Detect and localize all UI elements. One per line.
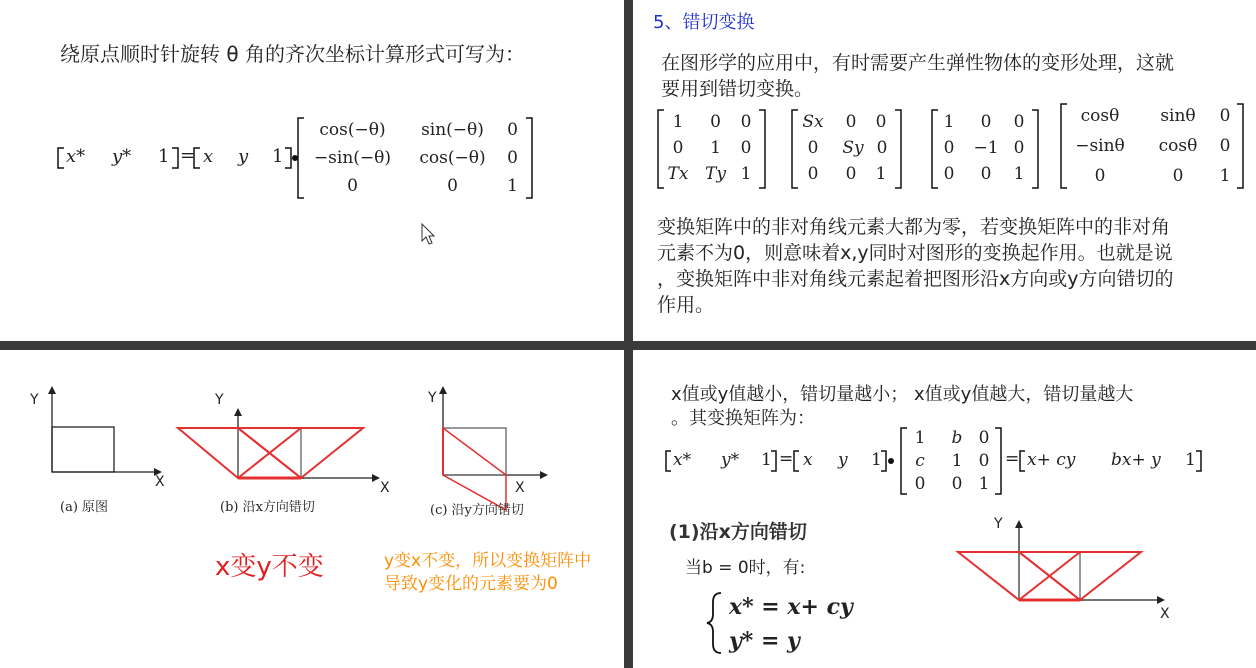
- figure-b-x-shear: [178, 408, 380, 482]
- m3-21: 0: [980, 164, 992, 184]
- lhs-one: 1: [158, 146, 170, 167]
- m1-21: Ty: [705, 164, 726, 184]
- m4-01: sinθ: [1160, 106, 1196, 126]
- result-y: bx+ y: [1111, 450, 1161, 470]
- m2-12: 0: [876, 138, 888, 158]
- rhs-x: x: [203, 146, 214, 167]
- para2-line2: 元素不为0，则意味着x,y同时对图形的变换起作用。也就是说: [657, 242, 1173, 264]
- br-equals-2: =: [1005, 449, 1020, 469]
- rot-m-00: cos(−θ): [319, 120, 386, 140]
- m4-20: 0: [1094, 166, 1106, 186]
- m1-20: Tx: [667, 164, 689, 184]
- m2-00: Sx: [802, 112, 824, 132]
- axis-x-b: X: [380, 480, 390, 496]
- para2-line3: ，变换矩阵中非对角线元素起着把图形沿x方向或y方向错切的: [657, 268, 1174, 290]
- rhs-one: 1: [272, 146, 284, 167]
- eq-line2: y* = y: [729, 628, 800, 654]
- m2-02: 0: [875, 112, 887, 132]
- m4-11: cosθ: [1158, 136, 1198, 156]
- m4-12: 0: [1219, 136, 1231, 156]
- rot-m-21: 0: [447, 176, 458, 196]
- m2-01: 0: [845, 112, 857, 132]
- m3-11: −1: [973, 138, 999, 158]
- m3-10: 0: [943, 138, 955, 158]
- sh-m-22: 1: [978, 474, 990, 494]
- result-one: 1: [1185, 450, 1196, 470]
- sh-m-11: 1: [951, 451, 963, 471]
- figure-a-original: [48, 386, 162, 476]
- m1-11: 1: [710, 138, 721, 158]
- shear-intro-slide: [633, 0, 1256, 341]
- rhs-y: y: [238, 146, 249, 167]
- m1-12: 0: [740, 138, 752, 158]
- sh-m-10: c: [915, 451, 925, 471]
- rot-m-12: 0: [507, 148, 518, 168]
- br-equals-1: =: [779, 449, 794, 469]
- m1-22: 1: [740, 164, 752, 184]
- m4-21: 0: [1172, 166, 1184, 186]
- br-rhs-x: x: [803, 450, 813, 470]
- rot-m-02: 0: [507, 120, 518, 140]
- condition-text: 当b = 0时，有:: [685, 558, 806, 578]
- m1-01: 0: [710, 112, 721, 132]
- m2-11: Sy: [842, 138, 864, 158]
- m3-02: 0: [1013, 112, 1025, 132]
- m3-22: 1: [1013, 164, 1025, 184]
- sh-m-02: 0: [978, 428, 990, 448]
- note-y-shear-line1: y变x不变，所以变换矩阵中: [384, 551, 592, 571]
- sh-m-21: 0: [951, 474, 963, 494]
- sh-m-12: 0: [978, 451, 990, 471]
- caption-a: (a) 原图: [60, 500, 109, 515]
- note-x-shear: x变y不变: [215, 552, 324, 582]
- rotation-brackets: [0, 0, 624, 341]
- rot-m-01: sin(−θ): [421, 120, 484, 140]
- m2-20: 0: [807, 164, 819, 184]
- para1-line2: 要用到错切变换。: [661, 78, 814, 100]
- para2-line4: 作用。: [657, 294, 715, 316]
- sh-m-00: 1: [914, 428, 926, 448]
- eq-line1: x* = x+ cy: [729, 594, 853, 620]
- axis-x-a: X: [155, 474, 165, 490]
- shear-diagram-slide: [0, 350, 624, 668]
- m3-20: 0: [943, 164, 955, 184]
- para1-line1: 在图形学的应用中，有时需要产生弹性物体的变形处理，这就: [661, 52, 1175, 74]
- lhs-x-star: x*: [66, 146, 86, 167]
- sh-m-01: b: [951, 428, 963, 448]
- m4-02: 0: [1219, 106, 1231, 126]
- m1-02: 0: [740, 112, 752, 132]
- rot-m-11: cos(−θ): [419, 148, 486, 168]
- m4-00: cosθ: [1080, 106, 1120, 126]
- result-x: x+ cy: [1027, 450, 1076, 470]
- caption-b: (b) 沿x方向错切: [220, 500, 315, 515]
- m2-10: 0: [807, 138, 819, 158]
- section-heading: 5、错切变换: [653, 12, 755, 33]
- br-rhs-one: 1: [871, 450, 882, 470]
- rotation-intro: 绕原点顺时针旋转 θ 角的齐次坐标计算形式可写为：: [60, 42, 525, 66]
- rot-m-10: −sin(−θ): [313, 148, 392, 168]
- figure-c-y-shear: [439, 386, 548, 510]
- caption-c: (c) 沿y方向错切: [430, 503, 524, 518]
- br-lhs-y-star: y*: [721, 450, 740, 470]
- br-axis-y: Y: [994, 516, 1003, 532]
- m2-21: 0: [845, 164, 857, 184]
- note-y-shear-line2: 导致y变化的元素要为0: [384, 574, 558, 594]
- rot-m-22: 1: [507, 176, 518, 196]
- m3-00: 1: [943, 112, 955, 132]
- shear-amount-line1: x值或y值越小，错切量越小； x值或y值越大，错切量越大: [671, 384, 1134, 405]
- m3-01: 0: [980, 112, 992, 132]
- para2-line1: 变换矩阵中的非对角线元素大都为零，若变换矩阵中的非对角: [657, 216, 1171, 238]
- subheading-x-shear: (1)沿x方向错切: [669, 521, 807, 543]
- rotation-slide: [0, 0, 624, 341]
- br-lhs-one: 1: [761, 450, 772, 470]
- m1-10: 0: [672, 138, 684, 158]
- m2-22: 1: [875, 164, 887, 184]
- shear-matrix-slide: [633, 350, 1256, 668]
- m4-22: 1: [1219, 166, 1231, 186]
- m4-10: −sinθ: [1075, 136, 1125, 156]
- m3-12: 0: [1013, 138, 1025, 158]
- shear-amount-line2: 。其变换矩阵为：: [671, 408, 815, 429]
- axis-y-a: Y: [30, 392, 39, 408]
- axis-x-c: X: [515, 480, 525, 496]
- lhs-y-star: y*: [112, 146, 132, 167]
- m1-00: 1: [672, 112, 684, 132]
- br-rhs-y: y: [838, 450, 848, 470]
- equals-sign: =: [180, 145, 196, 166]
- br-lhs-x-star: x*: [673, 450, 692, 470]
- sh-m-20: 0: [914, 474, 926, 494]
- rot-m-20: 0: [347, 176, 358, 196]
- br-axis-x: X: [1160, 606, 1170, 622]
- axis-y-b: Y: [215, 392, 224, 408]
- axis-y-c: Y: [428, 390, 437, 406]
